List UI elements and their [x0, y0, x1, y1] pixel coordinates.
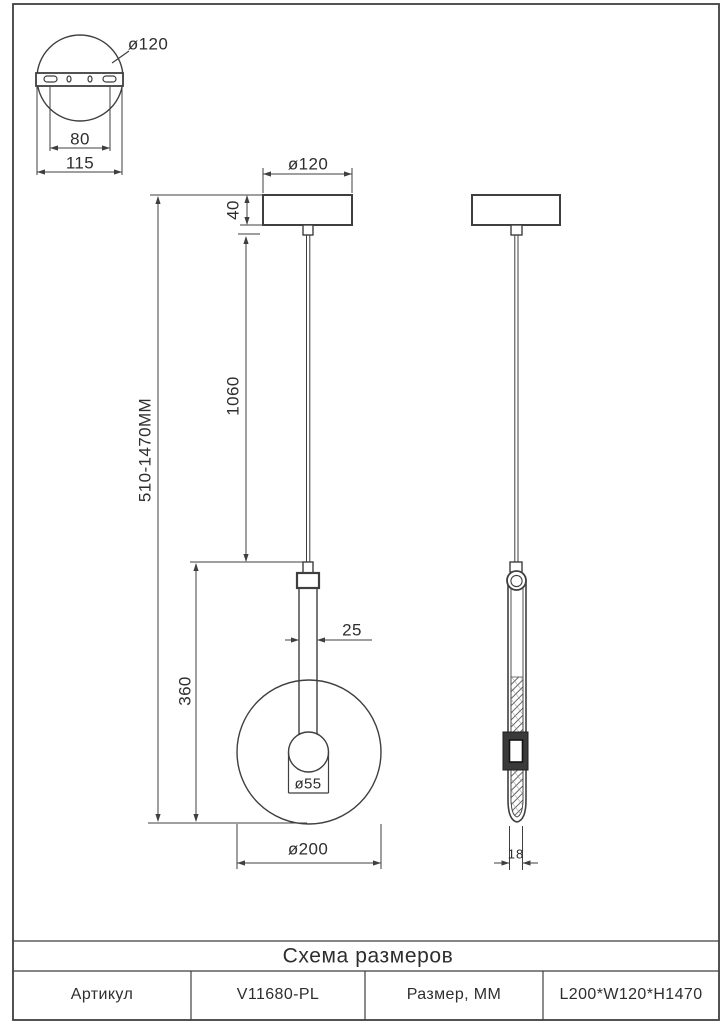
ceiling-canopy-front — [263, 195, 352, 225]
tube-top-cap-front — [297, 573, 319, 588]
led-module-window — [510, 740, 523, 762]
suspension-cable-front — [307, 235, 310, 562]
cable-connector-top-front — [303, 225, 313, 235]
hub-diameter-label: ø55 — [294, 775, 322, 793]
detail-slot-spacing-label: 80 — [70, 129, 90, 149]
table-cell-article-label: Артикул — [70, 986, 134, 1003]
detail-diameter-label: ø120 — [127, 34, 169, 54]
cable-connector-bottom-front — [303, 562, 313, 573]
front-view — [148, 168, 381, 869]
table-cell-size-label: Размер, ММ — [406, 986, 502, 1003]
ceiling-canopy-side — [472, 195, 560, 225]
lamp-tube-front — [299, 588, 317, 737]
front-arrowheads — [155, 171, 381, 865]
canopy-height-label: 40 — [223, 200, 243, 220]
table-cell-article-value: V11680-PL — [236, 986, 320, 1003]
suspension-cable-side — [515, 235, 518, 562]
tube-width-label: 25 — [342, 620, 362, 640]
detail-plate-width-label: 115 — [65, 153, 95, 173]
cable-connector-top-side — [511, 225, 522, 235]
table-cell-size-value: L200*W120*H1470 — [559, 986, 703, 1003]
overall-height-label: 510-1470MM — [135, 397, 155, 503]
front-extension-lines — [148, 168, 381, 869]
disc-diameter-label: ø200 — [287, 839, 329, 859]
hanging-ring-side — [507, 571, 526, 590]
side-view — [472, 195, 560, 870]
canopy-diameter-label: ø120 — [287, 154, 329, 174]
cord-length-label: 1060 — [223, 376, 243, 416]
hub-circle — [289, 732, 329, 772]
sheet-border — [13, 4, 719, 1020]
body-height-label: 360 — [175, 676, 195, 706]
side-thickness-label: 18 — [507, 846, 525, 862]
sheet-title: Схема размеров — [282, 944, 454, 968]
mounting-plate — [36, 73, 123, 86]
